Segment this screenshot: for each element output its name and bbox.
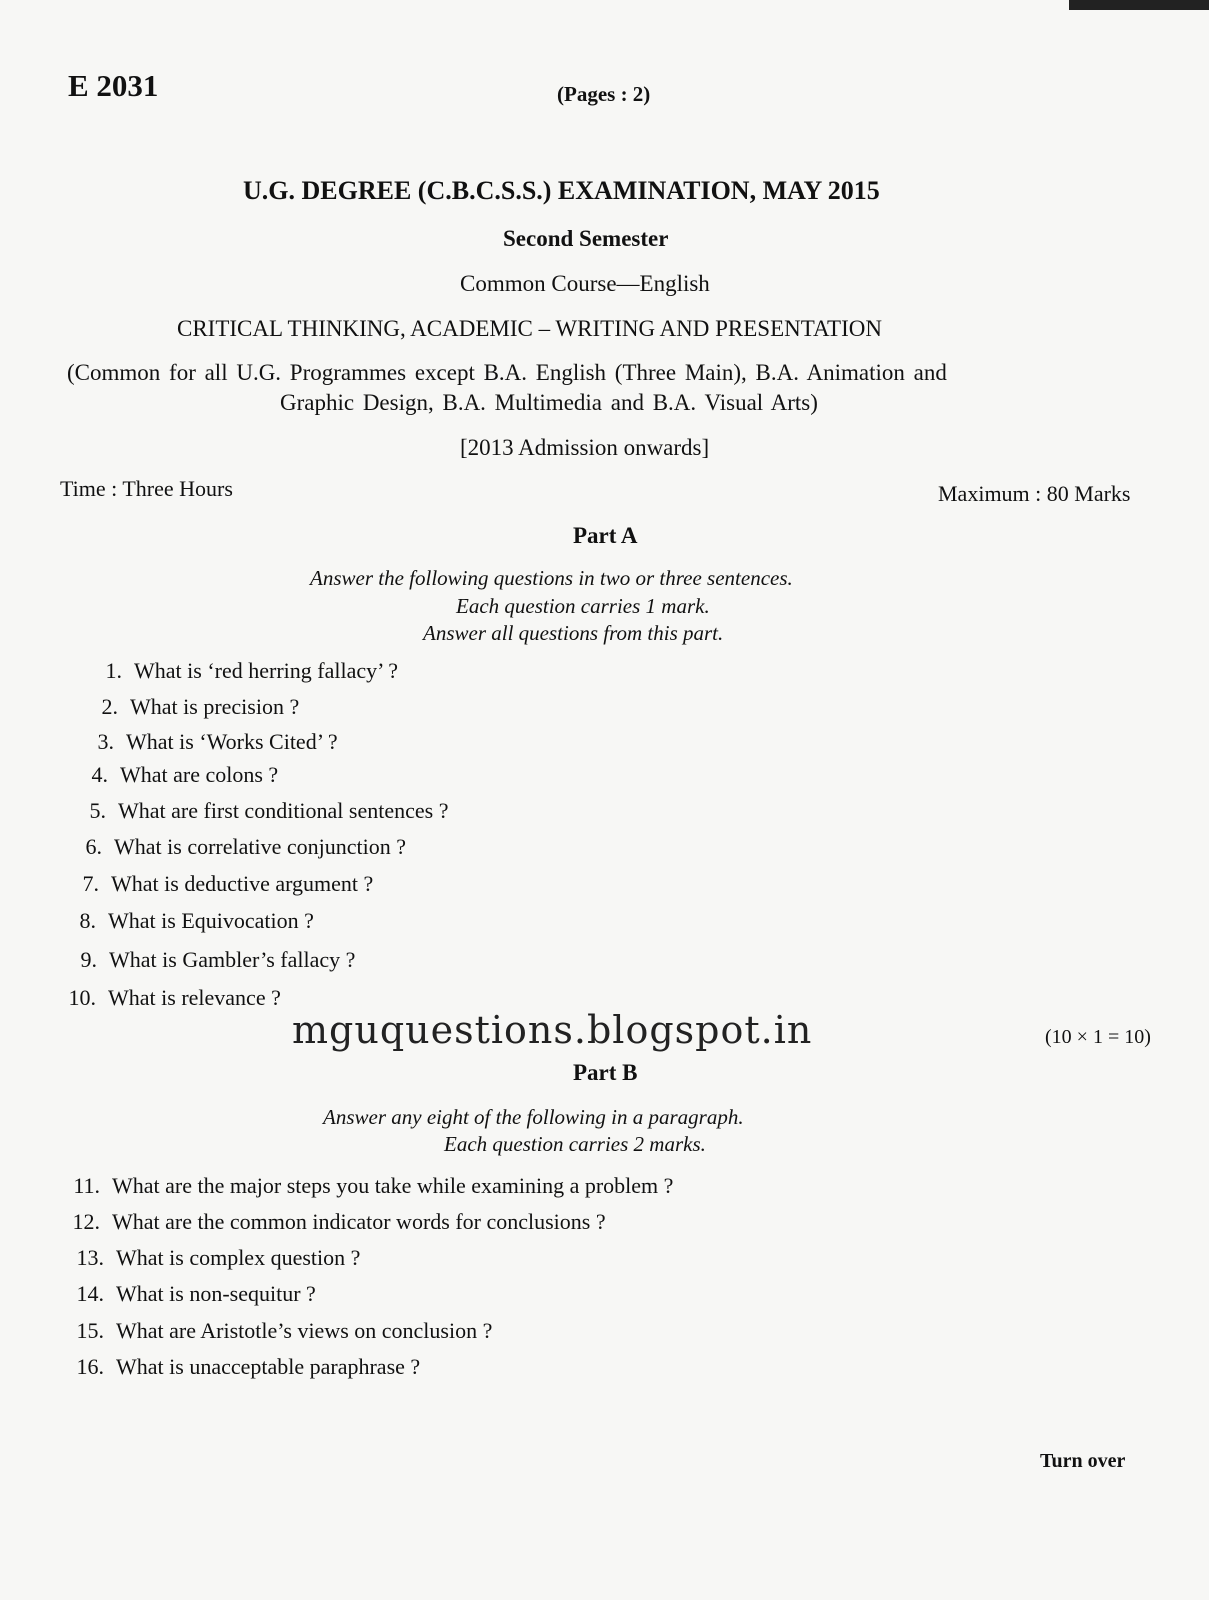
question-12: 12. What are the common indicator words for conclusions ? xyxy=(72,1209,606,1234)
programme-note-2: Graphic Design, B.A. Multimedia and B.A. Visual Arts) xyxy=(280,390,818,415)
exam-code: E 2031 xyxy=(68,68,159,103)
turn-over: Turn over xyxy=(1040,1450,1126,1472)
question-11: 11. What are the major steps you take while examining a problem ? xyxy=(73,1173,674,1198)
question-9: 9. What is Gambler’s fallacy ? xyxy=(80,947,356,972)
question-16: 16. What is unacceptable paraphrase ? xyxy=(76,1354,421,1379)
part-a-heading: Part A xyxy=(573,523,638,548)
part-b-instruction-2: Each question carries 2 marks. xyxy=(444,1132,706,1156)
part-b-heading: Part B xyxy=(573,1060,638,1085)
admission-note: [2013 Admission onwards] xyxy=(460,435,710,460)
question-7: 7. What is deductive argument ? xyxy=(82,871,374,896)
question-14: 14. What is non-sequitur ? xyxy=(76,1281,316,1306)
part-a-marks: (10 × 1 = 10) xyxy=(1045,1026,1151,1048)
part-a-instruction-2: Each question carries 1 mark. xyxy=(456,594,710,618)
watermark: mguquestions.blogspot.in xyxy=(292,1008,813,1052)
question-8: 8. What is Equivocation ? xyxy=(79,908,314,933)
scan-edge xyxy=(1069,0,1209,10)
question-1: 1. What is ‘red herring fallacy’ ? xyxy=(105,658,399,683)
part-a-instruction-1: Answer the following questions in two or three sentences. xyxy=(310,566,793,590)
time-allowed: Time : Three Hours xyxy=(60,476,233,501)
question-13: 13. What is complex question ? xyxy=(76,1245,361,1270)
paper-title: CRITICAL THINKING, ACADEMIC – WRITING AND PRESENTATION xyxy=(177,316,882,341)
question-10: 10. What is relevance ? xyxy=(68,985,281,1010)
question-15: 15. What are Aristotle’s views on conclusion ? xyxy=(76,1318,493,1343)
exam-title: U.G. DEGREE (C.B.C.S.S.) EXAMINATION, MAY 2015 xyxy=(243,176,880,205)
question-5: 5. What are first conditional sentences ? xyxy=(89,798,449,823)
question-4: 4. What are colons ? xyxy=(91,762,279,787)
part-a-instruction-3: Answer all questions from this part. xyxy=(423,621,724,645)
question-6: 6. What is correlative conjunction ? xyxy=(85,834,406,859)
page-count: (Pages : 2) xyxy=(557,82,651,106)
programme-note-1: (Common for all U.G. Programmes except B.A. English (Three Main), B.A. Animation and xyxy=(67,360,947,385)
question-2: 2. What is precision ? xyxy=(101,694,300,719)
maximum-marks: Maximum : 80 Marks xyxy=(938,481,1131,506)
question-3: 3. What is ‘Works Cited’ ? xyxy=(97,729,338,754)
semester: Second Semester xyxy=(503,226,669,251)
part-b-instruction-1: Answer any eight of the following in a paragraph. xyxy=(323,1105,744,1129)
course: Common Course—English xyxy=(460,271,710,296)
